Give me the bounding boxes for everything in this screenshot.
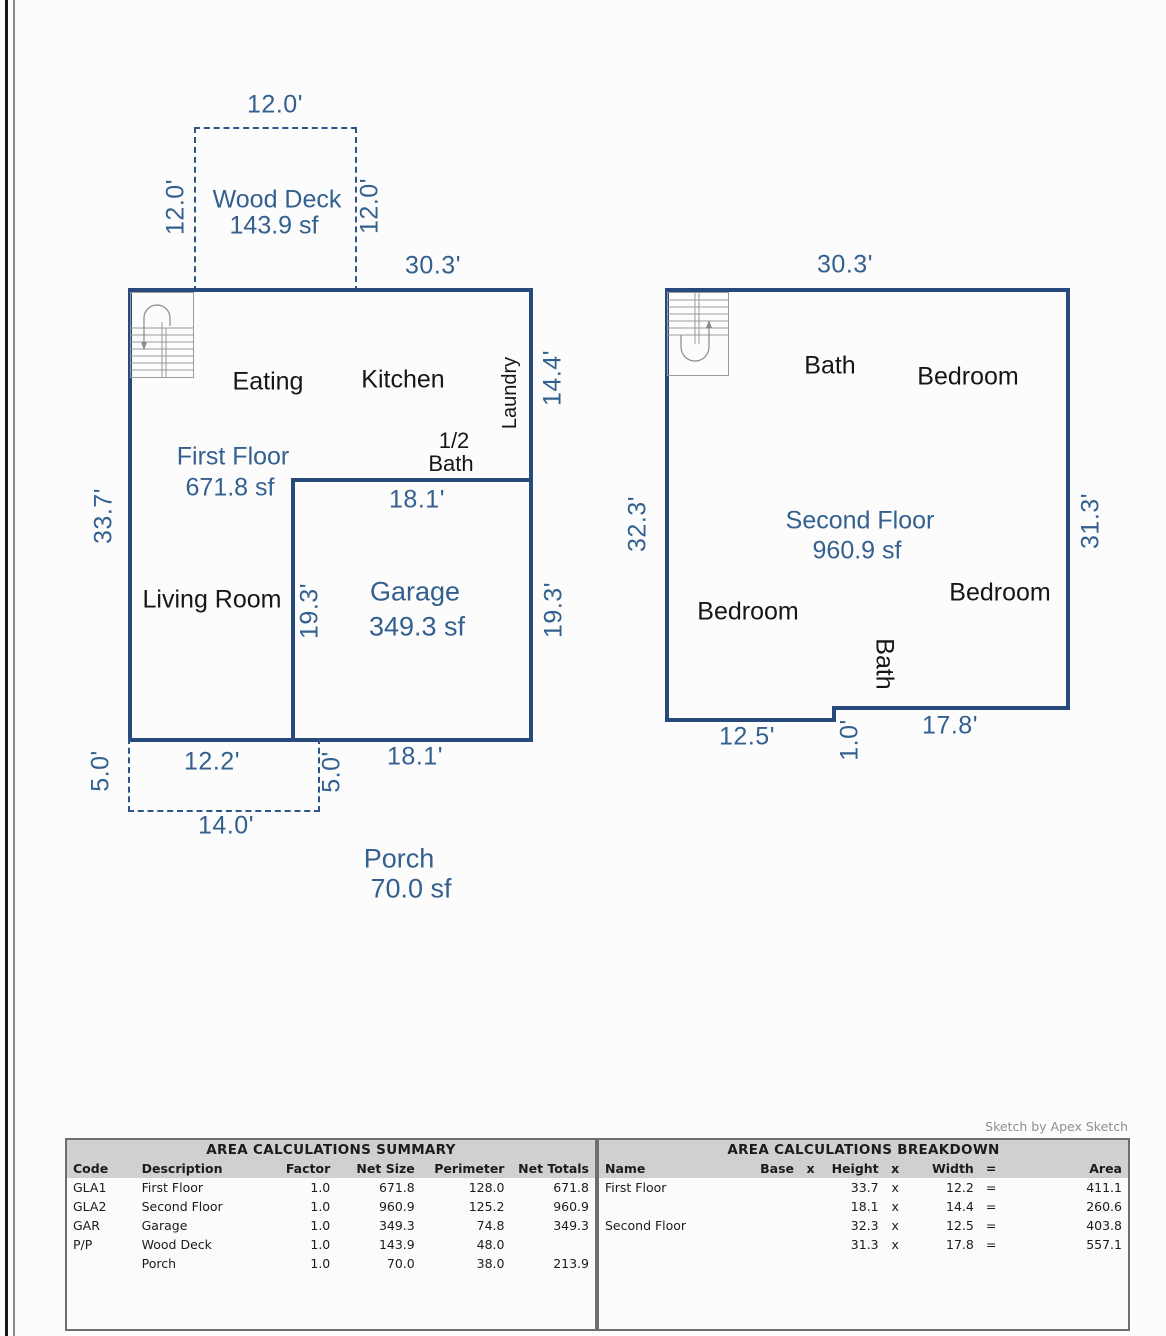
cell: Wood Deck (141, 1237, 212, 1252)
cell: 1.0 (310, 1237, 331, 1252)
cell (747, 1178, 800, 1197)
second-floor-dim-right: 31.3' (1076, 493, 1105, 549)
cell (747, 1216, 800, 1235)
porch-area: 70.0 sf (370, 873, 452, 904)
col-header-factor: Factor (268, 1159, 337, 1178)
porch-dim-bottom: 14.0' (198, 811, 254, 840)
cell (800, 1216, 821, 1235)
cell: 213.9 (553, 1256, 589, 1271)
porch-dim-right: 5.0' (317, 751, 346, 793)
cell: P/P (73, 1237, 93, 1252)
col-header-equals: = (980, 1159, 1001, 1178)
cell: 403.8 (1086, 1218, 1122, 1233)
cell: x (891, 1237, 899, 1252)
cell: First Floor (141, 1180, 204, 1195)
room-label-half-bath-2: Bath (428, 451, 474, 476)
cell: 70.0 (386, 1256, 415, 1271)
cell: 671.8 (553, 1180, 589, 1195)
cell: x (891, 1199, 899, 1214)
cell: = (985, 1218, 997, 1233)
col-header-description: Description (136, 1159, 268, 1178)
table-row (599, 1216, 1128, 1235)
room-label-kitchen: Kitchen (361, 365, 445, 394)
cell (599, 1197, 747, 1216)
col-header-base: Base (747, 1159, 800, 1178)
cell: First Floor (605, 1180, 667, 1195)
deck-dim-top: 12.0' (247, 90, 303, 119)
cell (800, 1235, 821, 1254)
cell: GLA1 (73, 1180, 107, 1195)
cell: 32.3 (850, 1218, 879, 1233)
table-row (67, 1216, 595, 1235)
room-label-bedroom-left: Bedroom (697, 597, 799, 626)
cell: 349.3 (553, 1218, 589, 1233)
col-header-net-size: Net Size (336, 1159, 420, 1178)
cell (599, 1235, 747, 1254)
cell: 14.4 (946, 1199, 974, 1214)
table-row (599, 1178, 1128, 1197)
cell: 74.8 (476, 1218, 505, 1233)
cell: Porch (141, 1256, 177, 1271)
cell: GLA2 (73, 1199, 107, 1214)
garage-dim-top: 18.1' (389, 485, 445, 514)
garage-dim-right: 19.3' (539, 582, 568, 638)
area-calculations-breakdown-table (597, 1138, 1130, 1331)
cell: 125.2 (468, 1199, 505, 1214)
table-row (599, 1235, 1128, 1254)
garage-area: 349.3 sf (368, 611, 466, 642)
col-header-area: Area (1001, 1159, 1128, 1178)
cell: 349.3 (378, 1218, 415, 1233)
first-floor-dim-right: 14.4' (538, 350, 567, 406)
second-floor-dim-bottom-left: 12.5' (719, 722, 775, 751)
cell: 1.0 (310, 1199, 331, 1214)
room-label-bath-upper: Bath (804, 351, 856, 380)
room-label-eating: Eating (232, 367, 304, 396)
table-row (67, 1254, 595, 1273)
cell: GAR (73, 1218, 100, 1233)
first-floor-dim-top: 30.3' (405, 251, 461, 280)
col-header-width: Width (906, 1159, 980, 1178)
cell: = (985, 1237, 997, 1252)
garage-wall-top (291, 478, 531, 482)
porch-outline (128, 738, 320, 812)
garage-dim-bottom: 18.1' (387, 742, 443, 771)
cell: 38.0 (476, 1256, 505, 1271)
cell: 260.6 (1086, 1199, 1122, 1214)
deck-dim-right: 12.0' (355, 178, 384, 234)
cell: x (891, 1180, 899, 1195)
second-floor-wall-bottom-right (832, 706, 1070, 710)
second-floor-wall-bottom-left (665, 718, 836, 722)
cell: 18.1 (850, 1199, 879, 1214)
first-floor-area: 671.8 sf (185, 473, 275, 502)
deck-area: 143.9 sf (229, 211, 319, 240)
room-label-bedroom-right: Bedroom (949, 578, 1051, 607)
porch-label: Porch (363, 843, 435, 874)
col-header-name: Name (599, 1159, 747, 1178)
cell: 143.9 (378, 1237, 415, 1252)
cell: 1.0 (310, 1256, 331, 1271)
col-header-height: Height (821, 1159, 884, 1178)
table-row (67, 1197, 595, 1216)
first-floor-dim-left: 33.7' (89, 488, 118, 544)
cell: 48.0 (476, 1237, 505, 1252)
second-floor-dim-bottom-right: 17.8' (922, 711, 978, 740)
deck-label: Wood Deck (212, 185, 342, 214)
room-label-bath-lower: Bath (870, 638, 899, 690)
room-label-living-room: Living Room (142, 585, 282, 614)
area-calculations-summary-table (65, 1138, 597, 1331)
room-label-half-bath-1: 1/2 (438, 428, 470, 453)
cell: Garage (141, 1218, 188, 1233)
cell: x (891, 1218, 899, 1233)
cell (800, 1178, 821, 1197)
cell: 557.1 (1086, 1237, 1122, 1252)
staircase-icon-second-floor (667, 292, 729, 376)
cell: 1.0 (310, 1218, 331, 1233)
cell: 671.8 (378, 1180, 415, 1195)
cell (747, 1235, 800, 1254)
breakdown-header-row (599, 1159, 1128, 1178)
second-floor-wall-right (1066, 288, 1070, 710)
first-floor-dim-bottom-left: 12.2' (184, 747, 240, 776)
second-floor-dim-step: 1.0' (835, 719, 864, 761)
cell: 33.7 (850, 1180, 879, 1195)
cell: = (985, 1199, 997, 1214)
second-floor-label: Second Floor (785, 506, 935, 535)
page-edge-line-2 (13, 0, 15, 1336)
second-floor-dim-top: 30.3' (817, 250, 873, 279)
table-row (67, 1235, 595, 1254)
breakdown-table-title: AREA CALCULATIONS BREAKDOWN (599, 1140, 1128, 1159)
garage-dim-left: 19.3' (295, 583, 324, 639)
credit-text: Sketch by Apex Sketch (985, 1119, 1128, 1134)
cell: 411.1 (1086, 1180, 1122, 1195)
second-floor-area: 960.9 sf (812, 536, 902, 565)
col-header-net-totals: Net Totals (510, 1159, 595, 1178)
room-label-laundry: Laundry (499, 356, 521, 430)
cell: = (985, 1180, 997, 1195)
col-header-code: Code (67, 1159, 136, 1178)
staircase-icon-first-floor (130, 292, 194, 378)
second-floor-dim-left: 32.3' (623, 496, 652, 552)
col-header-perimeter: Perimeter (421, 1159, 511, 1178)
deck-dim-left: 12.0' (161, 179, 190, 235)
cell: 31.3 (850, 1237, 879, 1252)
col-header-x1: x (800, 1159, 821, 1178)
cell: 960.9 (378, 1199, 415, 1214)
porch-dim-left: 5.0' (86, 750, 115, 792)
page-edge-line (5, 0, 8, 1336)
cell (510, 1235, 595, 1254)
cell (747, 1197, 800, 1216)
cell: 960.9 (553, 1199, 589, 1214)
summary-table-title: AREA CALCULATIONS SUMMARY (67, 1140, 595, 1159)
cell: Second Floor (605, 1218, 687, 1233)
cell: 12.5 (946, 1218, 974, 1233)
cell: 1.0 (310, 1180, 331, 1195)
table-row (599, 1197, 1128, 1216)
room-label-bedroom-upper: Bedroom (917, 362, 1019, 391)
cell: 17.8 (946, 1237, 974, 1252)
cell: 12.2 (946, 1180, 974, 1195)
cell: 128.0 (468, 1180, 505, 1195)
garage-wall-left (291, 478, 295, 738)
first-floor-label: First Floor (176, 442, 290, 471)
cell (67, 1254, 136, 1273)
garage-label: Garage (369, 576, 461, 607)
summary-header-row (67, 1159, 595, 1178)
cell (800, 1197, 821, 1216)
col-header-x2: x (885, 1159, 906, 1178)
cell: Second Floor (141, 1199, 223, 1214)
table-row (67, 1178, 595, 1197)
